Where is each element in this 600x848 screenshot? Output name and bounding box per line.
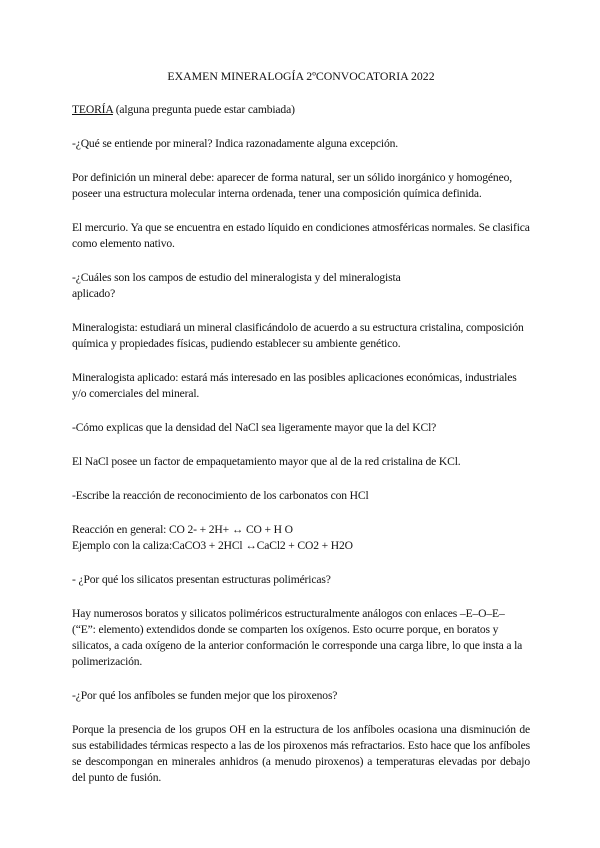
answer-6: Porque la presencia de los grupos OH en la estructura de los anfíboles ocasiona una disminución de sus estabilidades térmicas respecto a las de los piroxenos más refractarios. Esto hace que los anfíboles se descompongan en minerales anhidros (a menudo piroxenos) a temperaturas elevadas por debajo del punto de fusión. [72,723,530,784]
question-2 [72,270,530,302]
answer-2-applied-mineralogist: Mineralogista aplicado: estará más interesado en las posibles aplicaciones económicas, industriales y/o comerciales del mineral. [72,371,517,400]
answer-1-definition: Por definición un mineral debe: aparecer de forma natural, ser un sólido inorgánico y homogéneo, poseer una estructura molecular interna ordenada, tener una composición química definida. [72,171,512,200]
answer-4-reactions [72,522,530,554]
document-title: EXAMEN MINERALOGÍA 2ºCONVOCATORIA 2022 [167,69,435,83]
exam-page [72,68,530,804]
question-5: - ¿Por qué los silicatos presentan estructuras poliméricas? [72,573,331,586]
section-heading [72,102,530,118]
answer-1-exception: El mercurio. Ya que se encuentra en estado líquido en condiciones atmosféricas normales. Se clasifica como elemento nativo. [72,221,530,250]
question-6: -¿Por qué los anfíboles se funden mejor que los piroxenos? [72,689,338,702]
answer-2-mineralogist: Mineralogista: estudiará un mineral clasificándolo de acuerdo a su estructura cristalina, composición química y propiedades físicas, pudiendo establecer su ambiente genético. [72,321,524,350]
question-1: -¿Qué se entiende por mineral? Indica razonadamente alguna excepción. [72,137,399,150]
answer-4-limestone-example: Ejemplo con la caliza:CaCO3 + 2HCl ↔CaCl2 + CO2 + H2O [72,539,353,552]
answer-3: El NaCl posee un factor de empaquetamiento mayor que al de la red cristalina de KCl. [72,455,461,468]
section-label: TEORÍA [72,103,113,116]
question-2-line-1: -¿Cuáles son los campos de estudio del mineralogista y del mineralogista [72,271,401,284]
answer-5: Hay numerosos boratos y silicatos poliméricos estructuralmente análogos con enlaces –E–O–E– (“E”: elemento) extendidos donde se comparten los oxígenos. Esto ocurre porque, en boratos y silicatos, a cada oxígeno de la anterior conformación le corresponde una carga libre, lo que insta a la polimerización. [72,607,523,668]
section-note: (alguna pregunta puede estar cambiada) [112,103,295,116]
question-2-line-2: aplicado? [72,287,116,300]
question-4: -Escribe la reacción de reconocimiento de los carbonatos con HCl [72,489,369,502]
answer-4-general-reaction: Reacción en general: CO 2- + 2H+ ↔ CO + H O [72,523,293,536]
question-3: -Cómo explicas que la densidad del NaCl sea ligeramente mayor que la del KCl? [72,421,437,434]
